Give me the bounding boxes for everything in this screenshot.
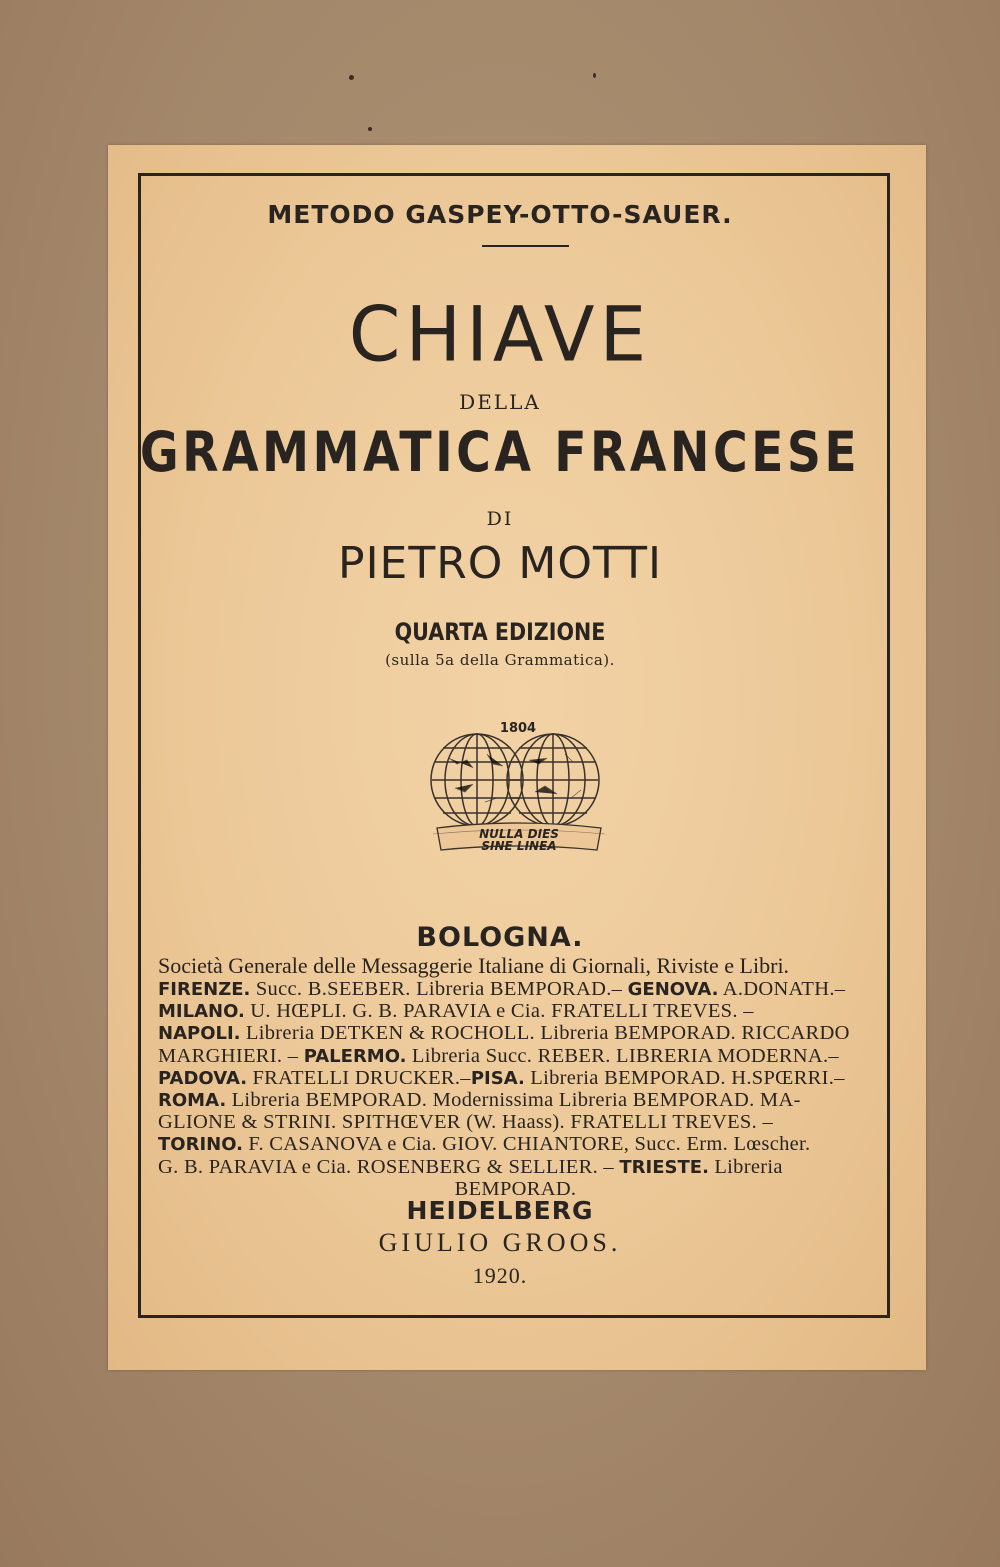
bookseller-line bbox=[158, 1022, 873, 1045]
city-name: PALERMO. bbox=[303, 1045, 407, 1067]
bookseller-line bbox=[158, 978, 873, 1001]
bookseller-text: FRATELLI DRUCKER.– bbox=[247, 1066, 471, 1089]
twin-globes-icon bbox=[425, 718, 610, 868]
stain-speck bbox=[349, 75, 354, 80]
city-name: NAPOLI. bbox=[158, 1023, 241, 1045]
bookseller-text: GLIONE & STRINI. SPITHŒVER (W. Haass). FRATELLI TREVES. – bbox=[158, 1111, 773, 1134]
emblem-year: 1804 bbox=[499, 721, 537, 736]
bookseller-text: Libreria DETKEN & ROCHOLL. Libreria BEMPORAD. RICCARDO bbox=[240, 1022, 850, 1045]
publication-city: BOLOGNA. bbox=[416, 922, 584, 953]
bookseller-line bbox=[158, 1067, 873, 1090]
stain-speck bbox=[593, 73, 596, 78]
city-name: TRIESTE. bbox=[619, 1156, 709, 1178]
city-name: GENOVA. bbox=[627, 979, 719, 1000]
title-rule bbox=[482, 245, 569, 247]
book-title: CHIAVE bbox=[348, 291, 652, 379]
author-connector: DI bbox=[486, 508, 514, 530]
city-name: PISA. bbox=[470, 1067, 525, 1089]
emblem-motto-line2: SINE LINEA bbox=[481, 839, 557, 853]
bookseller-text: G. B. PARAVIA e Cia. ROSENBERG & SELLIER. – bbox=[158, 1155, 620, 1178]
city-name: TORINO. bbox=[158, 1134, 243, 1156]
stain-speck bbox=[368, 127, 372, 131]
bookseller-text: F. CASANOVA e Cia. GIOV. CHIANTORE, Succ. Erm. Lœscher. bbox=[242, 1133, 811, 1156]
city-name: MILANO. bbox=[158, 1001, 245, 1023]
city-name: ROMA. bbox=[158, 1090, 227, 1111]
publisher-name: Società Generale delle Messaggerie Italiane di Giornali, Riviste e Libri. bbox=[158, 953, 790, 978]
bookseller-text: U. HŒPLI. G. B. PARAVIA e Cia. FRATELLI TREVES. – bbox=[244, 1000, 754, 1023]
imprint-publisher: GIULIO GROOS. bbox=[378, 1228, 622, 1257]
publication-year: 1920. bbox=[472, 1263, 528, 1288]
author-name: PIETRO MOTTI bbox=[338, 538, 662, 589]
bookseller-text: Libreria bbox=[708, 1155, 783, 1178]
bookseller-line bbox=[158, 1133, 873, 1156]
bookseller-text: Libreria BEMPORAD. Modernissima Libreria BEMPORAD. MA- bbox=[226, 1089, 801, 1111]
bookseller-line bbox=[158, 1111, 873, 1133]
edition-label: QUARTA EDIZIONE bbox=[394, 618, 606, 646]
bookseller-text: Libreria Succ. REBER. LIBRERIA MODERNA.– bbox=[406, 1044, 839, 1067]
bookseller-text: BEMPORAD. bbox=[454, 1177, 577, 1200]
bookseller-line bbox=[158, 1089, 873, 1112]
title-connector: DELLA bbox=[459, 390, 541, 414]
city-name: PADOVA. bbox=[158, 1067, 248, 1089]
bookseller-line bbox=[158, 1045, 873, 1068]
city-name: FIRENZE. bbox=[158, 979, 251, 1000]
bookseller-text: MARGHIERI. – bbox=[158, 1044, 304, 1067]
bookseller-text: Libreria BEMPORAD. H.SPŒRRI.– bbox=[524, 1066, 845, 1089]
book-subtitle: GRAMMATICA FRANCESE bbox=[139, 420, 861, 484]
bookseller-line bbox=[158, 1000, 873, 1023]
emblem-motto-line1: NULLA DIES bbox=[479, 827, 559, 841]
bookseller-text: Succ. B.SEEBER. Libreria BEMPORAD.– bbox=[250, 978, 628, 1000]
bookseller-line bbox=[158, 1156, 873, 1179]
bookseller-text: A.DONATH.– bbox=[718, 978, 846, 1000]
imprint-city: HEIDELBERG bbox=[406, 1196, 594, 1225]
series-name: METODO GASPEY-OTTO-SAUER. bbox=[267, 200, 733, 229]
edition-note: (sulla 5a della Grammatica). bbox=[385, 651, 615, 669]
